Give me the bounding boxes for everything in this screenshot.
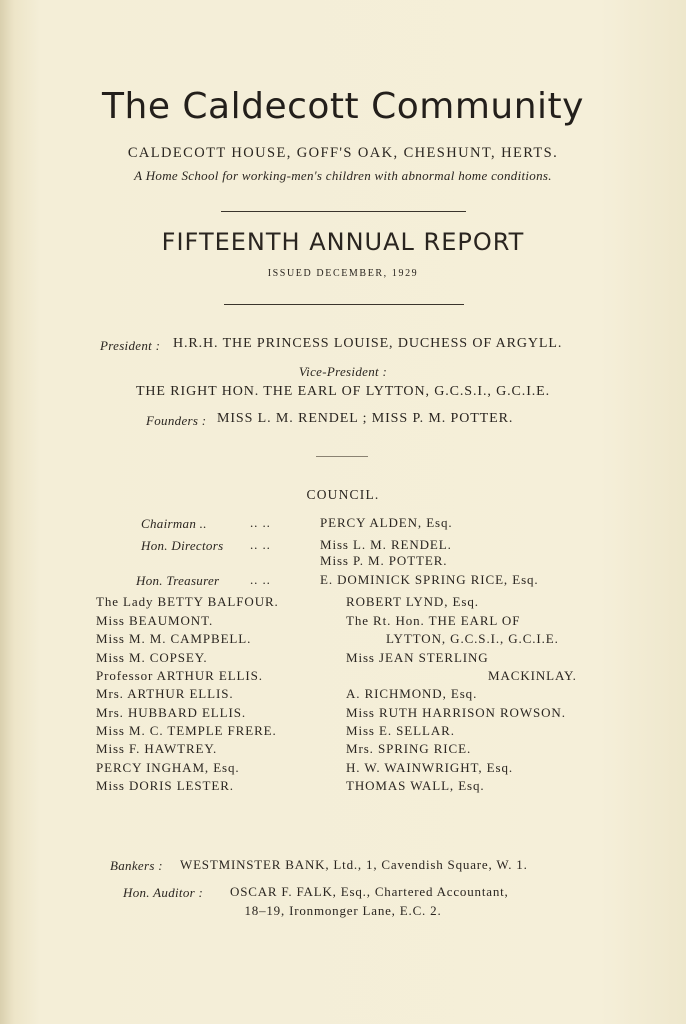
auditor-label: Hon. Auditor : bbox=[123, 885, 204, 900]
council-member: Miss E. SELLAR. bbox=[346, 723, 455, 738]
bankers-label: Bankers : bbox=[110, 858, 163, 873]
council-member: Miss M. COPSEY. bbox=[96, 650, 208, 665]
report-title: FIFTEENTH ANNUAL REPORT bbox=[161, 228, 525, 256]
president-name: H.R.H. THE PRINCESS LOUISE, DUCHESS OF ARGYLL. bbox=[173, 336, 563, 351]
council-member-continued: MACKINLAY. bbox=[488, 668, 577, 683]
chairman-label: Chairman .. bbox=[141, 516, 207, 531]
directors-label: Hon. Directors bbox=[141, 538, 224, 553]
president-label: President : bbox=[100, 338, 161, 353]
council-member: The Lady BETTY BALFOUR. bbox=[96, 594, 279, 609]
council-heading: COUNCIL. bbox=[306, 487, 380, 502]
council-member: Miss F. HAWTREY. bbox=[96, 741, 218, 756]
council-member: Miss BEAUMONT. bbox=[96, 613, 214, 628]
council-member: Mrs. SPRING RICE. bbox=[346, 741, 472, 756]
director-name: Miss P. M. POTTER. bbox=[320, 553, 448, 568]
divider-top bbox=[221, 211, 466, 212]
address-line: CALDECOTT HOUSE, GOFF'S OAK, CHESHUNT, HERTS. bbox=[127, 145, 559, 161]
vice-president-label: Vice-President : bbox=[298, 364, 388, 379]
council-member: Mrs. HUBBARD ELLIS. bbox=[96, 705, 246, 720]
council-member: Miss JEAN STERLING bbox=[346, 650, 489, 665]
treasurer-dots: .. .. bbox=[250, 572, 271, 587]
council-member: Professor ARTHUR ELLIS. bbox=[96, 668, 263, 683]
bankers-value: WESTMINSTER BANK, Ltd., 1, Cavendish Square, W. 1. bbox=[180, 857, 528, 872]
chairman-name: PERCY ALDEN, Esq. bbox=[320, 515, 453, 530]
council-member: Miss M. C. TEMPLE FRERE. bbox=[96, 723, 277, 738]
auditor-line2: 18–19, Ironmonger Lane, E.C. 2. bbox=[244, 903, 442, 918]
council-member: Mrs. ARTHUR ELLIS. bbox=[96, 686, 234, 701]
document-title: The Caldecott Community bbox=[102, 86, 584, 127]
council-member: Miss RUTH HARRISON ROWSON. bbox=[346, 705, 566, 720]
council-member: THOMAS WALL, Esq. bbox=[346, 778, 485, 793]
director-name: Miss L. M. RENDEL. bbox=[320, 537, 452, 552]
council-member-continued: LYTTON, G.C.S.I., G.C.I.E. bbox=[386, 631, 559, 646]
council-member: PERCY INGHAM, Esq. bbox=[96, 760, 240, 775]
treasurer-name: E. DOMINICK SPRING RICE, Esq. bbox=[320, 572, 539, 587]
divider-short bbox=[316, 456, 368, 457]
council-member: The Rt. Hon. THE EARL OF bbox=[346, 613, 521, 628]
divider-middle bbox=[224, 304, 464, 305]
directors-dots: .. .. bbox=[250, 537, 271, 552]
tagline: A Home School for working-men's children with abnormal home conditions. bbox=[134, 168, 552, 183]
founders-names: MISS L. M. RENDEL ; MISS P. M. POTTER. bbox=[217, 411, 514, 426]
treasurer-label: Hon. Treasurer bbox=[136, 573, 220, 588]
council-member: A. RICHMOND, Esq. bbox=[346, 686, 478, 701]
vice-president-name: THE RIGHT HON. THE EARL OF LYTTON, G.C.S.I., G.C.I.E. bbox=[135, 384, 551, 399]
council-member: Miss M. M. CAMPBELL. bbox=[96, 631, 252, 646]
issued-date: ISSUED DECEMBER, 1929 bbox=[267, 268, 419, 279]
council-member: H. W. WAINWRIGHT, Esq. bbox=[346, 760, 514, 775]
auditor-line1: OSCAR F. FALK, Esq., Chartered Accountant, bbox=[230, 884, 509, 899]
council-member: ROBERT LYND, Esq. bbox=[346, 594, 479, 609]
founders-label: Founders : bbox=[146, 413, 207, 428]
chairman-dots: .. .. bbox=[250, 515, 271, 530]
council-member: Miss DORIS LESTER. bbox=[96, 778, 234, 793]
